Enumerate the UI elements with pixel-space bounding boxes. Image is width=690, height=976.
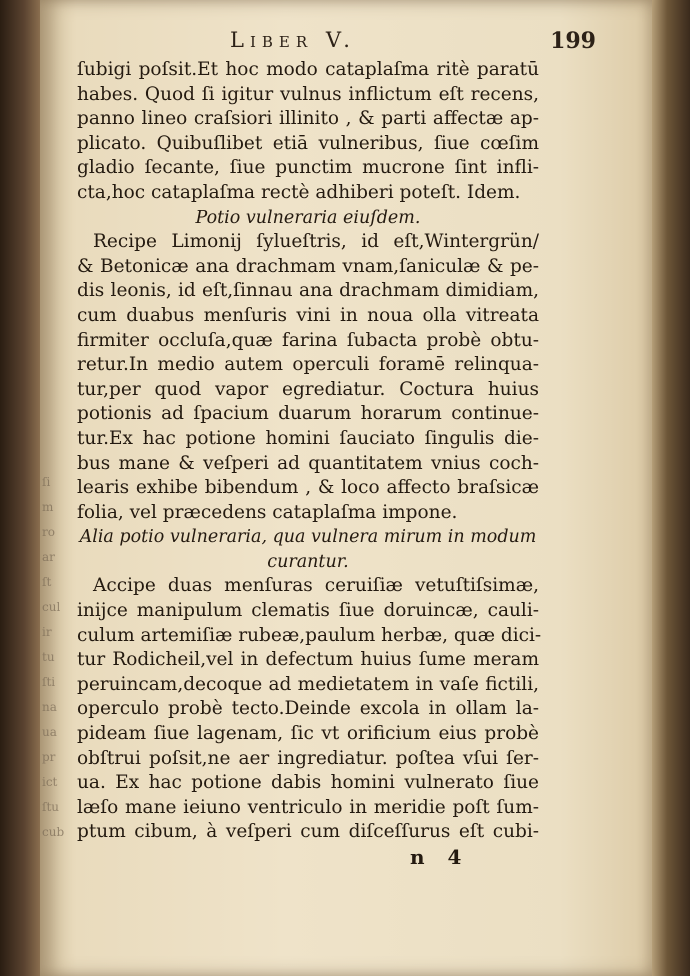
- bleed-fragment: ſi: [42, 475, 51, 489]
- text-line: tur Rodicheil,vel in defectum huius ſume meram: [77, 649, 539, 671]
- page-header: [230, 28, 610, 58]
- text-line: panno lineo craſsiori illinito , & parti affectæ ap-: [77, 108, 539, 130]
- bleed-fragment: na: [42, 700, 57, 714]
- bleed-fragment: ſti: [42, 675, 56, 689]
- text-line: gladio ſecante, ſiue punctim mucrone ſint infli-: [77, 157, 539, 179]
- section-heading: Alia potio vulneraria, qua vulnera mirum in modum: [79, 527, 537, 548]
- text-line: operculo probè tecto.Deinde excola in ollam la-: [77, 698, 539, 720]
- text-line: habes. Quod ſi igitur vulnus inflictum eſt recens,: [77, 83, 539, 105]
- text-line: cta,hoc cataplaſma rectè adhiberi poteſt. Idem.: [77, 181, 521, 203]
- bleed-fragment: cub: [42, 825, 65, 839]
- signature-mark: n 4: [410, 845, 470, 869]
- page-number: 199: [550, 28, 596, 54]
- text-line: retur.In medio autem operculi foramē relinqua-: [77, 354, 539, 376]
- text-line: læſo mane ieiuno ventriculo in meridie poſt ſum-: [77, 796, 539, 818]
- text-line: plicato. Quibuſlibet etiā vulneribus, ſiue cœſim: [77, 132, 539, 154]
- text-line: tur.Ex hac potione homini ſauciato ſingulis die-: [77, 427, 539, 449]
- text-line: tur,per quod vapor egrediatur. Coctura huius: [77, 378, 539, 400]
- text-line: Recipe Limonij ſylueſtris, id eſt,Wintergrün/: [93, 231, 539, 253]
- text-line: obſtrui poſsit,ne aer ingrediatur. poſtea vſui ſer-: [77, 747, 539, 769]
- section-heading: Potio vulneraria eiuſdem.: [195, 207, 421, 228]
- bleed-fragment: ua: [42, 725, 57, 739]
- text-line: cum duabus menſuris vini in noua olla vitreata: [77, 304, 539, 326]
- bleed-fragment: ar: [42, 550, 55, 564]
- text-line: firmiter occluſa,quæ farina ſubacta probè obtu-: [77, 329, 539, 351]
- text-line: dis leonis, id eſt,ſinnau ana drachmam dimidiam,: [77, 280, 539, 302]
- bleed-fragment: ro: [42, 525, 55, 539]
- text-line: ptum cibum, à veſperi cum diſceſſurus eſt cubi-: [77, 821, 539, 843]
- bleed-fragment: tu: [42, 650, 55, 664]
- bleed-fragment: ir: [42, 625, 52, 639]
- bleed-fragment: ſtu: [42, 800, 59, 814]
- bleed-fragment: ſt: [42, 575, 52, 589]
- text-line: learis exhibe bibendum , & loco affecto braſsicæ: [77, 477, 539, 499]
- binding-gutter: [0, 0, 40, 976]
- text-line: Accipe duas menſuras ceruiſiæ vetuſtiſsimæ,: [93, 575, 539, 597]
- section-heading: curantur.: [267, 551, 349, 572]
- text-line: & Betonicæ ana drachmam vnam,ſaniculæ & pe-: [77, 255, 539, 277]
- text-line: bus mane & veſperi ad quantitatem vnius coch-: [77, 452, 539, 474]
- text-line: potionis ad ſpacium duarum horarum continue-: [77, 403, 539, 425]
- text-line: culum artemiſiæ rubeæ,paulum herbæ, quæ dici-: [77, 624, 542, 646]
- text-line: ua. Ex hac potione dabis homini vulnerato ſiue: [77, 772, 539, 794]
- show-through-fragments: [42, 470, 65, 890]
- page-edge: [652, 0, 690, 976]
- text-line: pideam ſiue lagenam, ſic vt orificium eius probè: [77, 723, 539, 745]
- text-line: ſubigi poſsit.Et hoc modo cataplaſma ritè paratū: [77, 59, 539, 80]
- bleed-fragment: cul: [42, 600, 61, 614]
- text-line: peruincam,decoque ad medietatem in vaſe fictili,: [77, 673, 539, 695]
- running-title: Liber V.: [230, 28, 356, 52]
- body-text: [77, 58, 542, 845]
- text-line: inijce manipulum clematis ſiue doruincæ, cauli-: [77, 600, 539, 622]
- bleed-fragment: pr: [42, 750, 56, 764]
- text-line: folia, vel præcedens cataplaſma impone.: [77, 501, 458, 523]
- bleed-fragment: m: [42, 500, 54, 514]
- bleed-fragment: ict: [42, 775, 58, 789]
